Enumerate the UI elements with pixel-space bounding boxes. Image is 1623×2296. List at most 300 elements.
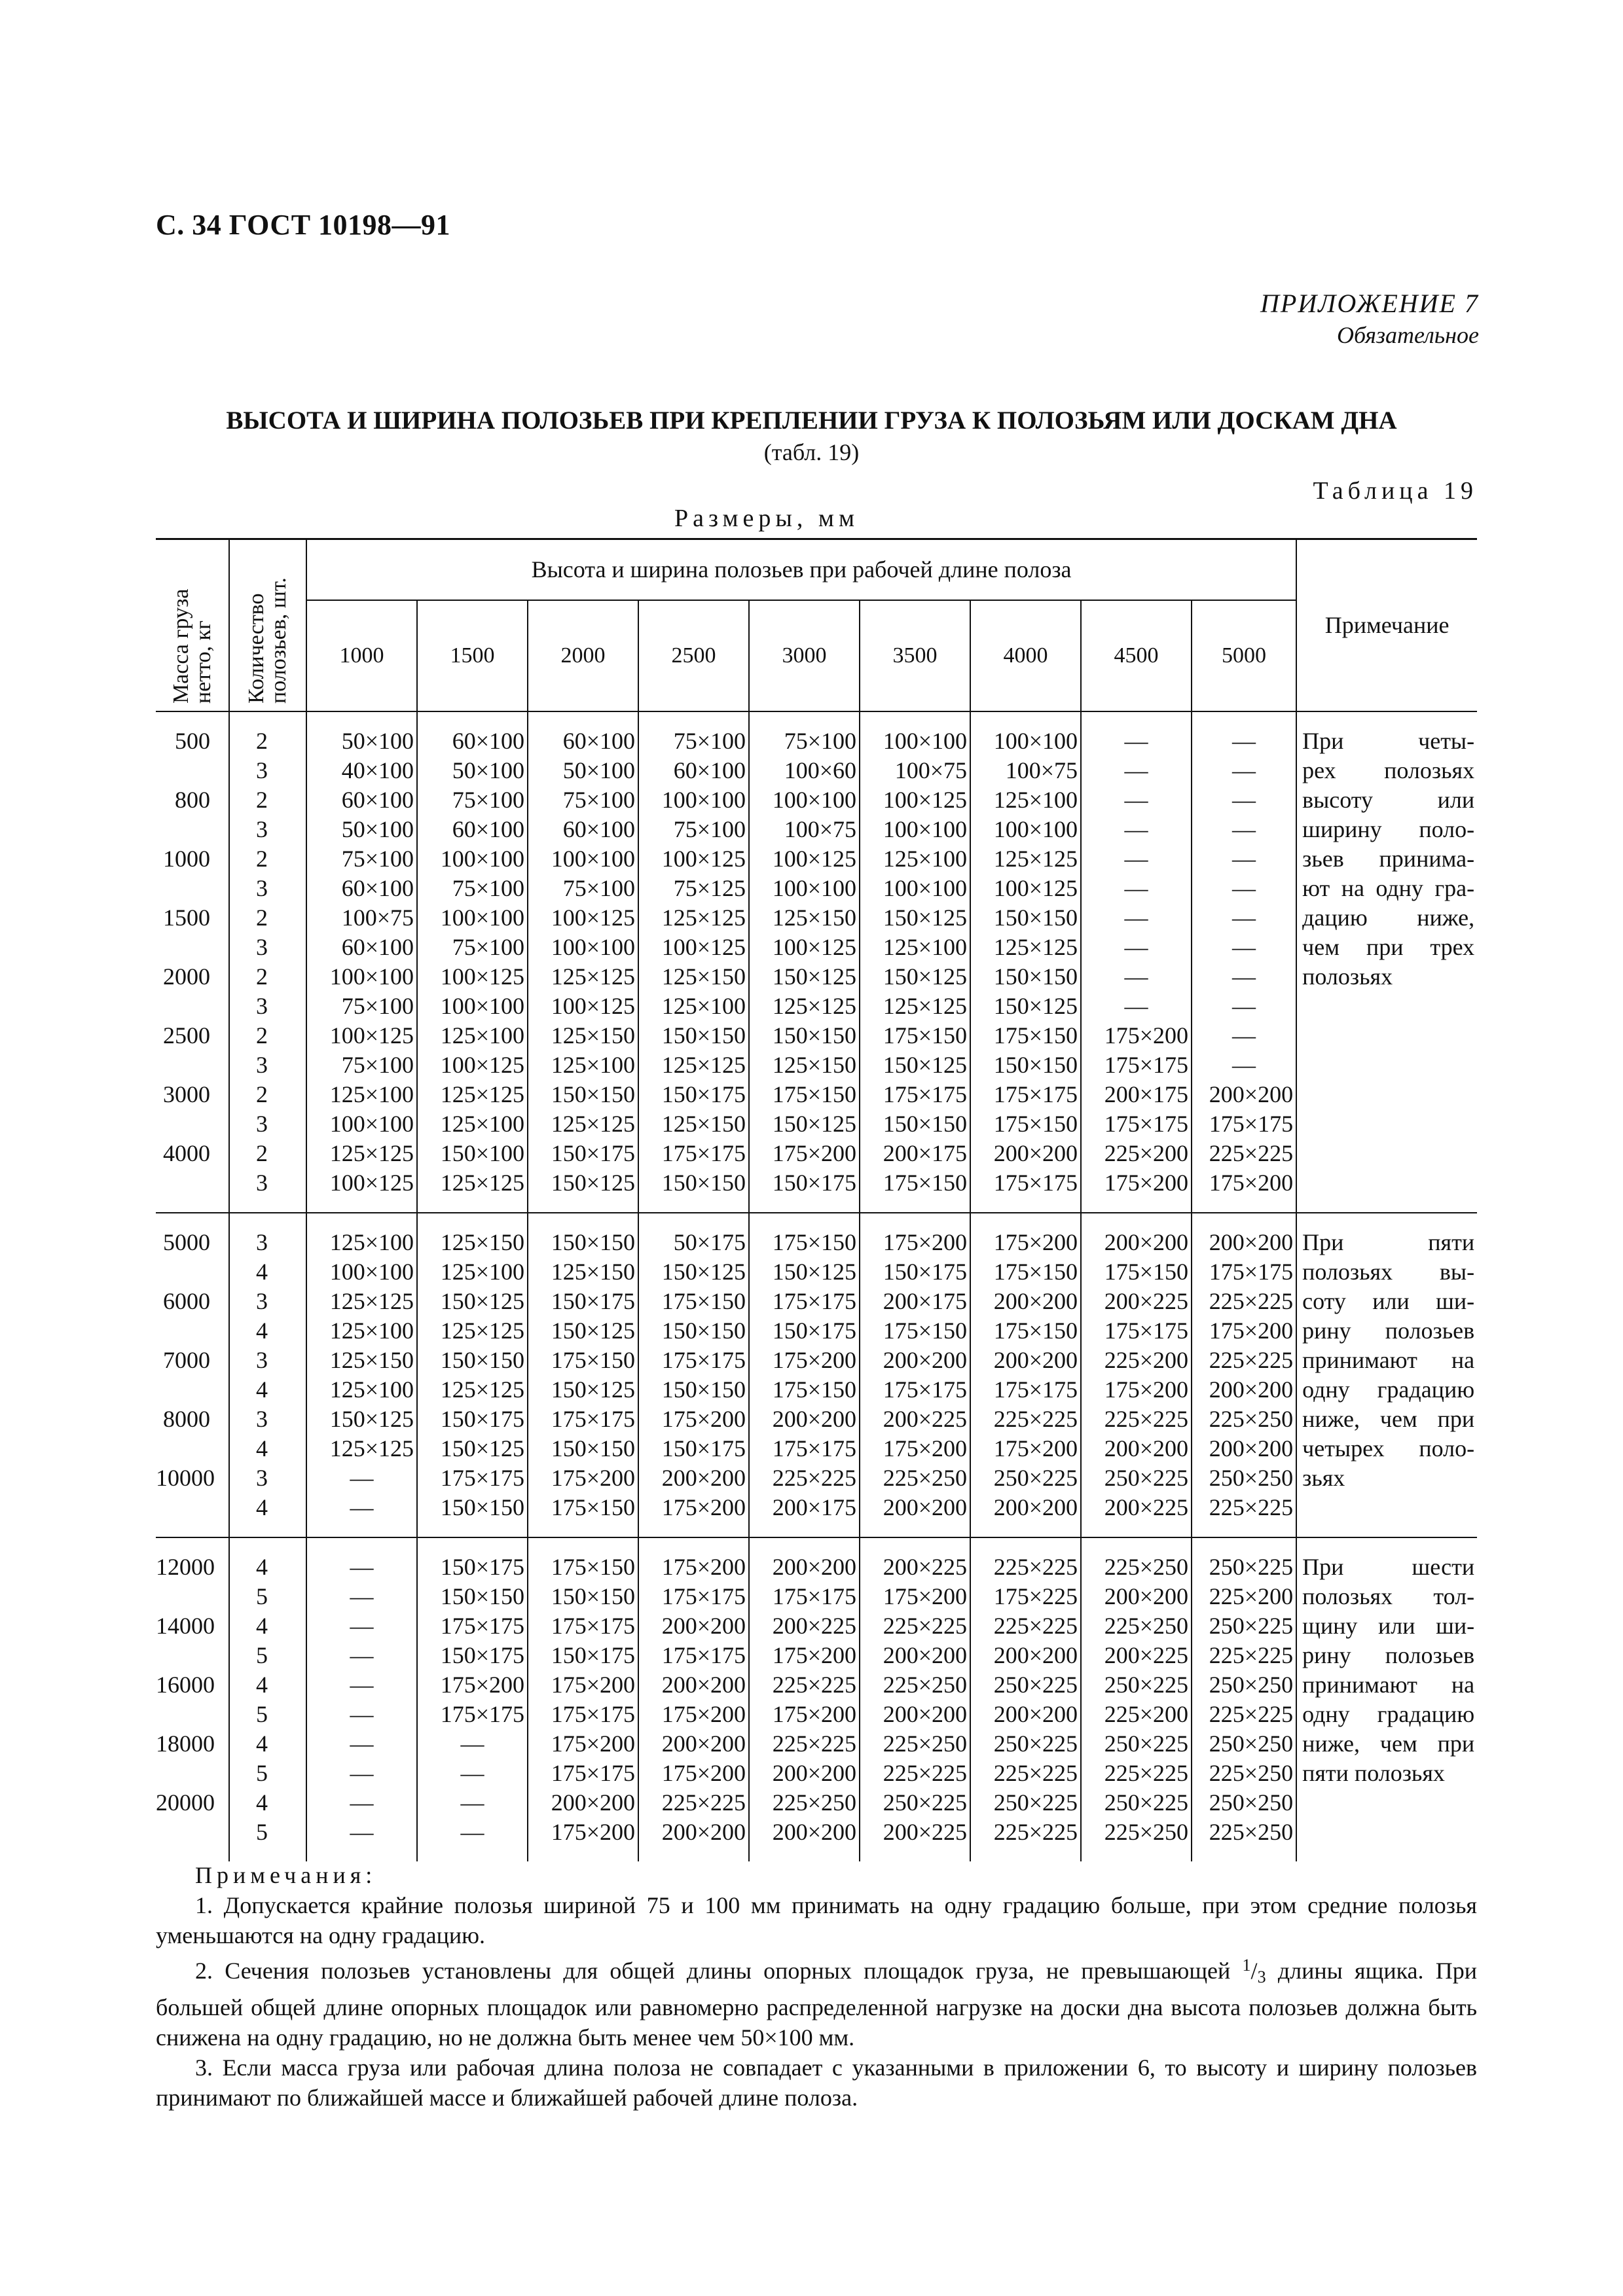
note-line: принимают на	[1302, 1347, 1475, 1373]
cell-dimension: 60×100	[638, 756, 749, 785]
cell-dimension: 150×150	[528, 1213, 638, 1257]
table-label: Таблица 19	[1313, 477, 1478, 505]
header-lengths-row	[156, 600, 1477, 711]
cell-dimension: 100×125	[749, 844, 860, 874]
note-line: При пяти	[1302, 1229, 1475, 1255]
table-group	[156, 711, 1477, 1213]
cell-dimension: 175×200	[1192, 1316, 1296, 1346]
cell-dimension: 175×175	[749, 1582, 860, 1611]
table-row	[156, 785, 1477, 815]
cell-dimension: 175×175	[1081, 1050, 1192, 1080]
cell-dimension: 100×125	[528, 903, 638, 933]
header-count	[229, 539, 306, 712]
cell-dimension: —	[1081, 756, 1192, 785]
cell-dimension: 175×175	[970, 1375, 1081, 1405]
cell-dimension: 175×150	[528, 1493, 638, 1537]
cell-dimension: 150×175	[528, 1641, 638, 1670]
cell-count: 3	[229, 1287, 306, 1316]
header-count-label: Количество полозьев, шт.	[244, 577, 291, 704]
note-3: 3. Если масса груза или рабочая длина полоза не совпадает с указанными в приложении 6, то высоту и ширину полозьев принимают по ближайшей массе и ближайшей рабочей длине полоза.	[156, 2054, 1477, 2111]
cell-count: 2	[229, 1139, 306, 1168]
cell-dimension: —	[306, 1818, 417, 1861]
units-label: Размеры, мм	[674, 505, 860, 532]
cell-mass	[156, 1434, 229, 1463]
cell-dimension: —	[1192, 1021, 1296, 1050]
cell-dimension: 75×100	[528, 785, 638, 815]
table-row	[156, 1463, 1477, 1493]
cell-dimension: 200×225	[860, 1405, 970, 1434]
cell-dimension: 175×200	[860, 1213, 970, 1257]
cell-dimension: 200×225	[860, 1818, 970, 1861]
cell-dimension: 225×250	[860, 1463, 970, 1493]
cell-count: 5	[229, 1641, 306, 1670]
cell-dimension: 200×200	[749, 1818, 860, 1861]
note-line: полозьях	[1302, 963, 1393, 990]
cell-dimension: 100×100	[306, 962, 417, 992]
cell-count: 3	[229, 992, 306, 1021]
cell-dimension: 100×100	[638, 785, 749, 815]
cell-dimension: 125×150	[528, 1257, 638, 1287]
note-line: полозьях тол-	[1302, 1583, 1475, 1609]
cell-count: 3	[229, 756, 306, 785]
table-row	[156, 1213, 1477, 1257]
cell-dimension: 225×200	[1192, 1582, 1296, 1611]
cell-dimension: 225×225	[1081, 1405, 1192, 1434]
cell-dimension: 200×225	[1081, 1287, 1192, 1316]
cell-mass: 10000	[156, 1465, 215, 1491]
cell-mass: 2000	[163, 963, 210, 990]
cell-dimension: 75×100	[306, 1050, 417, 1080]
cell-dimension: 125×150	[638, 962, 749, 992]
cell-dimension: 75×100	[638, 711, 749, 756]
cell-dimension: 175×200	[749, 1641, 860, 1670]
cell-dimension: 125×100	[417, 1109, 528, 1139]
cell-dimension: 175×200	[638, 1493, 749, 1537]
cell-dimension: 150×175	[749, 1316, 860, 1346]
table-container	[156, 538, 1477, 1861]
cell-dimension: 150×125	[417, 1287, 528, 1316]
cell-dimension: 225×225	[970, 1611, 1081, 1641]
cell-dimension: 125×100	[860, 933, 970, 962]
cell-note	[1296, 711, 1477, 1213]
header-length-1000: 1000	[306, 600, 417, 711]
cell-mass	[156, 815, 229, 844]
cell-dimension: 125×150	[528, 1021, 638, 1050]
cell-dimension: 150×150	[417, 1346, 528, 1375]
cell-dimension: 60×100	[528, 815, 638, 844]
cell-dimension: 225×250	[1081, 1611, 1192, 1641]
cell-dimension: 125×125	[860, 992, 970, 1021]
cell-dimension: 175×150	[638, 1287, 749, 1316]
cell-dimension: 125×125	[417, 1316, 528, 1346]
cell-dimension: 150×125	[528, 1168, 638, 1213]
cell-dimension: 175×175	[1081, 1109, 1192, 1139]
cell-dimension: 75×100	[749, 711, 860, 756]
cell-dimension: 100×100	[860, 874, 970, 903]
cell-dimension: 100×60	[749, 756, 860, 785]
dimensions-table	[156, 538, 1477, 1861]
cell-dimension: 250×225	[1081, 1729, 1192, 1759]
cell-mass	[156, 874, 229, 903]
cell-dimension: 125×125	[306, 1139, 417, 1168]
cell-dimension: 200×200	[638, 1729, 749, 1759]
cell-dimension: —	[1081, 933, 1192, 962]
table-row	[156, 933, 1477, 962]
header-mass	[156, 539, 229, 712]
cell-dimension: —	[417, 1759, 528, 1788]
appendix-subtitle: Обязательное	[1337, 322, 1479, 348]
cell-dimension: 100×125	[749, 933, 860, 962]
cell-dimension: —	[417, 1788, 528, 1818]
table-row	[156, 1346, 1477, 1375]
cell-dimension: 100×125	[417, 1050, 528, 1080]
cell-count: 3	[229, 1109, 306, 1139]
cell-dimension: 50×100	[306, 815, 417, 844]
cell-dimension: 175×150	[749, 1375, 860, 1405]
cell-dimension: 250×225	[970, 1670, 1081, 1700]
cell-dimension: 250×225	[1192, 1537, 1296, 1582]
cell-dimension: 225×200	[1081, 1700, 1192, 1729]
cell-dimension: 100×75	[306, 903, 417, 933]
cell-count: 5	[229, 1759, 306, 1788]
cell-dimension: 125×150	[417, 1213, 528, 1257]
table-row	[156, 1050, 1477, 1080]
note-line: четырех поло-	[1302, 1435, 1475, 1462]
cell-mass: 1500	[163, 905, 210, 931]
cell-dimension: 225×250	[1192, 1818, 1296, 1861]
document-title-ref: (табл. 19)	[763, 439, 860, 465]
note-2-text-b: длины ящика. При большей общей длине опорных площадок или равномерно распределенной нагрузке на доски дна высота полозьев должна быть снижена на одну градацию, но не должна быть менее чем 50×100 мм.	[156, 1958, 1478, 2051]
cell-dimension: 150×150	[638, 1168, 749, 1213]
cell-dimension: 225×225	[1192, 1139, 1296, 1168]
cell-dimension: 75×100	[417, 785, 528, 815]
cell-dimension: 250×250	[1192, 1463, 1296, 1493]
cell-dimension: 200×200	[749, 1405, 860, 1434]
cell-dimension: 200×200	[638, 1463, 749, 1493]
cell-dimension: 125×150	[749, 1050, 860, 1080]
note-line: высоту или	[1302, 787, 1475, 813]
cell-dimension: 200×225	[1081, 1641, 1192, 1670]
cell-dimension: 125×100	[528, 1050, 638, 1080]
cell-mass	[156, 1050, 229, 1080]
table-row	[156, 1287, 1477, 1316]
cell-dimension: 75×100	[306, 844, 417, 874]
cell-mass: 8000	[163, 1406, 210, 1432]
table-head	[156, 539, 1477, 712]
cell-dimension: 175×175	[970, 1168, 1081, 1213]
cell-dimension: 175×175	[749, 1434, 860, 1463]
cell-count: 4	[229, 1611, 306, 1641]
cell-dimension: 200×200	[970, 1700, 1081, 1729]
cell-dimension: 100×75	[749, 815, 860, 844]
cell-mass: 16000	[156, 1672, 215, 1698]
cell-dimension: 175×175	[417, 1611, 528, 1641]
table-row	[156, 903, 1477, 933]
cell-count: 3	[229, 933, 306, 962]
cell-dimension: 150×150	[417, 1493, 528, 1537]
cell-mass	[156, 1582, 229, 1611]
page-header: С. 34 ГОСТ 10198—91	[156, 209, 451, 241]
cell-count: 4	[229, 1434, 306, 1463]
cell-count: 2	[229, 1021, 306, 1050]
cell-count: 3	[229, 1405, 306, 1434]
cell-dimension: 225×250	[749, 1788, 860, 1818]
cell-count: 4	[229, 1729, 306, 1759]
cell-dimension: 250×250	[1192, 1670, 1296, 1700]
note-2: 2. Сечения полозьев установлены для общей длины опорных площадок груза, не превышающей $^1$/3 длины ящика. При большей общей длине опорных площадок или равномерно распределенной нагрузке на доски дна высота полозьев должна быть снижена на одну градацию, но не должна быть менее чем 50×100 мм.	[156, 1956, 1478, 2051]
cell-dimension: 250×225	[970, 1729, 1081, 1759]
cell-dimension: 150×150	[749, 1021, 860, 1050]
cell-dimension: 175×175	[417, 1463, 528, 1493]
cell-dimension: 150×150	[638, 1316, 749, 1346]
table-row	[156, 1021, 1477, 1050]
cell-dimension: 225×250	[1081, 1818, 1192, 1861]
note-line: принимают на	[1302, 1672, 1475, 1698]
cell-dimension: 60×100	[417, 815, 528, 844]
cell-dimension: 125×125	[528, 962, 638, 992]
cell-dimension: 100×100	[417, 903, 528, 933]
cell-dimension: 175×175	[638, 1641, 749, 1670]
cell-dimension: —	[1081, 711, 1192, 756]
cell-mass	[156, 1818, 229, 1861]
cell-dimension: 175×200	[749, 1139, 860, 1168]
cell-dimension: 175×150	[970, 1109, 1081, 1139]
cell-dimension: 175×225	[970, 1582, 1081, 1611]
cell-dimension: 200×200	[749, 1759, 860, 1788]
cell-dimension: 125×100	[970, 785, 1081, 815]
cell-dimension: 225×225	[1192, 1287, 1296, 1316]
cell-dimension: 100×100	[860, 815, 970, 844]
cell-dimension: 200×225	[1081, 1493, 1192, 1537]
cell-dimension: 200×200	[1192, 1213, 1296, 1257]
cell-dimension: 175×200	[638, 1537, 749, 1582]
cell-dimension: 225×250	[1192, 1405, 1296, 1434]
table-row	[156, 1611, 1477, 1641]
cell-dimension: —	[306, 1463, 417, 1493]
table-row	[156, 1375, 1477, 1405]
cell-dimension: 125×100	[638, 992, 749, 1021]
cell-mass	[156, 992, 229, 1021]
table-row	[156, 1109, 1477, 1139]
cell-dimension: 150×175	[528, 1139, 638, 1168]
cell-dimension: 125×125	[306, 1287, 417, 1316]
cell-dimension: 225×250	[1081, 1537, 1192, 1582]
header-length-2000: 2000	[528, 600, 638, 711]
cell-dimension: 175×200	[860, 1582, 970, 1611]
cell-dimension: 125×125	[749, 992, 860, 1021]
cell-dimension: 150×175	[749, 1168, 860, 1213]
cell-count: 5	[229, 1818, 306, 1861]
cell-dimension: 175×150	[970, 1316, 1081, 1346]
cell-dimension: 150×125	[638, 1257, 749, 1287]
cell-dimension: 250×225	[860, 1788, 970, 1818]
cell-mass	[156, 933, 229, 962]
cell-dimension: 100×100	[749, 785, 860, 815]
cell-mass	[156, 1375, 229, 1405]
cell-dimension: 225×225	[970, 1818, 1081, 1861]
cell-dimension: 175×200	[528, 1670, 638, 1700]
cell-dimension: 200×200	[970, 1641, 1081, 1670]
note-line: чем при трех	[1302, 934, 1475, 960]
cell-dimension: 225×225	[638, 1788, 749, 1818]
cell-dimension: —	[1081, 903, 1192, 933]
cell-dimension: 200×200	[970, 1493, 1081, 1537]
cell-dimension: 60×100	[306, 933, 417, 962]
cell-dimension: 200×200	[528, 1788, 638, 1818]
table-row	[156, 1788, 1477, 1818]
cell-count: 4	[229, 1375, 306, 1405]
cell-dimension: 250×225	[970, 1788, 1081, 1818]
cell-dimension: 200×200	[860, 1641, 970, 1670]
table-row	[156, 1080, 1477, 1109]
cell-dimension: 175×200	[528, 1729, 638, 1759]
note-line: одну градацию	[1302, 1701, 1475, 1727]
cell-count: 4	[229, 1670, 306, 1700]
cell-dimension: —	[1081, 844, 1192, 874]
cell-dimension: 150×175	[528, 1287, 638, 1316]
header-length-3500: 3500	[860, 600, 970, 711]
cell-dimension: —	[1192, 711, 1296, 756]
cell-dimension: 225×225	[1192, 1493, 1296, 1537]
cell-dimension: 200×200	[1192, 1080, 1296, 1109]
cell-dimension: —	[1081, 874, 1192, 903]
header-length-5000: 5000	[1192, 600, 1296, 711]
cell-dimension: 175×150	[860, 1021, 970, 1050]
cell-dimension: 175×150	[749, 1213, 860, 1257]
note-line: соту или ши-	[1302, 1288, 1475, 1314]
note-line: ниже, чем при	[1302, 1406, 1475, 1432]
cell-mass	[156, 1493, 229, 1537]
cell-dimension: 175×200	[1081, 1168, 1192, 1213]
notes-title: Примечания:	[195, 1862, 377, 1888]
notes-section	[156, 1860, 1477, 2113]
cell-count: 2	[229, 1080, 306, 1109]
cell-note	[1296, 1213, 1477, 1537]
note-line: ниже, чем при	[1302, 1731, 1475, 1757]
cell-dimension: 175×175	[528, 1700, 638, 1729]
table-row	[156, 992, 1477, 1021]
cell-dimension: 175×175	[528, 1405, 638, 1434]
cell-dimension: —	[306, 1729, 417, 1759]
cell-dimension: 100×125	[306, 1021, 417, 1050]
cell-dimension: 250×225	[1081, 1463, 1192, 1493]
cell-dimension: 50×175	[638, 1213, 749, 1257]
header-length-3000: 3000	[749, 600, 860, 711]
document-title: ВЫСОТА И ШИРИНА ПОЛОЗЬЕВ ПРИ КРЕПЛЕНИИ ГРУЗА К ПОЛОЗЬЯМ ИЛИ ДОСКАМ ДНА	[226, 406, 1397, 435]
cell-dimension: 125×150	[638, 1109, 749, 1139]
table-row	[156, 1729, 1477, 1759]
cell-dimension: 150×125	[860, 1050, 970, 1080]
cell-dimension: 150×150	[970, 903, 1081, 933]
cell-dimension: 225×225	[1192, 1346, 1296, 1375]
cell-dimension: 50×100	[528, 756, 638, 785]
cell-dimension: 150×125	[306, 1405, 417, 1434]
cell-dimension: 175×200	[638, 1700, 749, 1729]
cell-dimension: 200×200	[860, 1493, 970, 1537]
note-1: 1. Допускается крайние полозья шириной 75 и 100 мм принимать на одну градацию больше, при этом средние полозья уменьшаются на одну градацию.	[156, 1892, 1477, 1948]
cell-dimension: 150×125	[860, 962, 970, 992]
cell-dimension: 100×125	[860, 785, 970, 815]
cell-dimension: 150×150	[528, 1080, 638, 1109]
cell-dimension: 150×125	[860, 903, 970, 933]
cell-dimension: 40×100	[306, 756, 417, 785]
cell-dimension: 175×200	[528, 1818, 638, 1861]
cell-dimension: 150×175	[417, 1537, 528, 1582]
cell-dimension: 125×150	[749, 903, 860, 933]
note-line: рех полозьях	[1302, 757, 1475, 783]
cell-dimension: 150×150	[638, 1375, 749, 1405]
cell-dimension: 125×100	[417, 1021, 528, 1050]
cell-dimension: 150×125	[970, 992, 1081, 1021]
cell-dimension: 150×175	[638, 1080, 749, 1109]
table-row	[156, 962, 1477, 992]
cell-dimension: 225×225	[860, 1611, 970, 1641]
note-line: При шести	[1302, 1554, 1475, 1580]
cell-dimension: 225×200	[1081, 1346, 1192, 1375]
cell-dimension: 225×225	[970, 1759, 1081, 1788]
cell-dimension: —	[306, 1537, 417, 1582]
cell-dimension: 100×125	[528, 992, 638, 1021]
cell-count: 3	[229, 1463, 306, 1493]
cell-count: 4	[229, 1316, 306, 1346]
cell-dimension: 175×200	[638, 1405, 749, 1434]
cell-mass	[156, 1257, 229, 1287]
cell-dimension: —	[1192, 962, 1296, 992]
cell-dimension: 200×200	[970, 1139, 1081, 1168]
cell-dimension: 200×200	[1192, 1375, 1296, 1405]
cell-dimension: 175×200	[970, 1434, 1081, 1463]
cell-dimension: 150×175	[417, 1641, 528, 1670]
cell-dimension: 250×225	[1192, 1611, 1296, 1641]
cell-dimension: 175×150	[970, 1021, 1081, 1050]
cell-dimension: 175×200	[860, 1434, 970, 1463]
table-row	[156, 874, 1477, 903]
header-note: Примечание	[1296, 539, 1477, 712]
header-length-2500: 2500	[638, 600, 749, 711]
cell-dimension: 200×200	[970, 1287, 1081, 1316]
cell-dimension: 100×100	[749, 874, 860, 903]
note-line: полозьях вы-	[1302, 1259, 1475, 1285]
table-row	[156, 1405, 1477, 1434]
cell-dimension: 200×200	[1081, 1213, 1192, 1257]
cell-dimension: 125×125	[417, 1168, 528, 1213]
appendix-block	[1260, 288, 1479, 349]
cell-dimension: —	[1192, 933, 1296, 962]
cell-dimension: 200×200	[860, 1346, 970, 1375]
cell-count: 3	[229, 1050, 306, 1080]
cell-dimension: 175×200	[417, 1670, 528, 1700]
cell-dimension: 175×175	[528, 1611, 638, 1641]
cell-mass: 14000	[156, 1613, 215, 1639]
cell-dimension: 100×100	[417, 844, 528, 874]
cell-dimension: 175×150	[1081, 1257, 1192, 1287]
cell-dimension: —	[1081, 785, 1192, 815]
cell-dimension: —	[306, 1700, 417, 1729]
note-line: рину полозьев	[1302, 1642, 1475, 1668]
cell-mass	[156, 1168, 229, 1213]
cell-dimension: 150×150	[970, 962, 1081, 992]
cell-count: 4	[229, 1493, 306, 1537]
cell-dimension: 225×225	[1081, 1759, 1192, 1788]
cell-dimension: —	[1192, 874, 1296, 903]
note-line: При четы-	[1302, 728, 1475, 754]
cell-dimension: 175×200	[749, 1700, 860, 1729]
cell-dimension: 125×100	[306, 1213, 417, 1257]
cell-dimension: 225×225	[1192, 1641, 1296, 1670]
table-row	[156, 1257, 1477, 1287]
cell-mass	[156, 1700, 229, 1729]
cell-mass: 800	[175, 787, 210, 813]
